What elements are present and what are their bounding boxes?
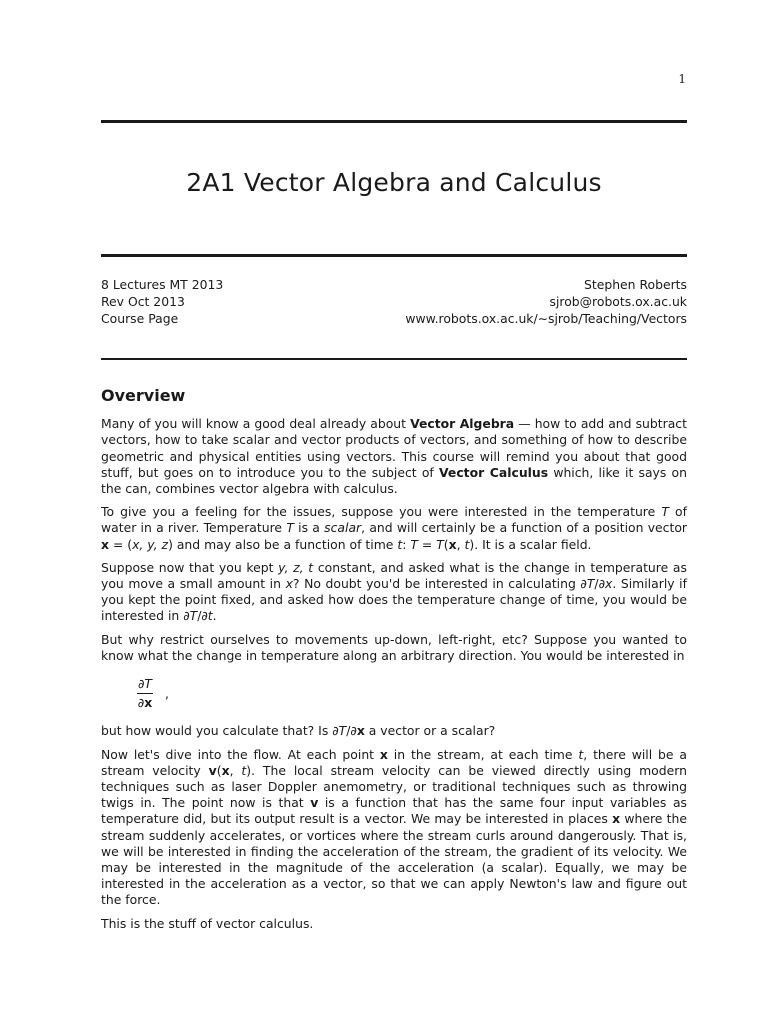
fraction xyxy=(137,676,153,711)
math: y, z, t xyxy=(278,559,314,575)
text: , and will certainly be a function of a position vector xyxy=(361,520,688,536)
text: . Similarly if you kept the point fixed, and asked how does the temperature change of time, you would be interested in ∂ xyxy=(101,576,687,624)
text: , xyxy=(456,536,465,552)
title-rule-top xyxy=(101,120,687,123)
math-vector: x xyxy=(144,695,153,711)
math: T xyxy=(286,520,294,536)
term-vector-calculus: Vector Calculus xyxy=(439,464,549,480)
text: constant, and asked what is the change in temperature as you move a small amount in xyxy=(101,559,687,592)
text: is a function that has the same four input variables as temperature did, but its output result is a vector. We may be interested in places xyxy=(101,795,687,827)
paragraph-6 xyxy=(101,747,687,909)
math: t xyxy=(207,608,213,624)
text: . xyxy=(212,608,217,624)
math: T xyxy=(586,576,595,592)
paragraph-5 xyxy=(101,723,687,739)
math-vector: v xyxy=(208,762,217,778)
author-info xyxy=(405,276,687,327)
math-vector: x xyxy=(101,536,109,552)
text: ? No doubt you'd be interested in calculating ∂ xyxy=(292,576,587,592)
text: /∂ xyxy=(346,723,357,739)
text: ). It is a scalar field. xyxy=(469,536,592,552)
math-vector: x xyxy=(448,536,457,552)
revision-date: Rev Oct 2013 xyxy=(101,294,185,309)
equation-comma: , xyxy=(165,685,169,701)
text: , there will be a stream velocity xyxy=(101,746,688,778)
text: : xyxy=(402,536,411,552)
text: a vector or a scalar? xyxy=(364,723,496,739)
fraction-numerator xyxy=(137,676,153,694)
math-vector: v xyxy=(310,795,319,811)
math: x xyxy=(285,576,293,592)
text: /∂ xyxy=(594,576,605,592)
math: T xyxy=(189,608,198,624)
text: = xyxy=(417,536,437,552)
math-vector: x xyxy=(356,723,365,739)
text: of water in a river. Temperature xyxy=(101,504,687,536)
math: x xyxy=(605,576,613,592)
math: T xyxy=(144,676,152,692)
text: This is the stuff of vector calculus. xyxy=(101,915,314,931)
text: ( xyxy=(216,762,222,778)
text: /∂ xyxy=(197,608,208,624)
math: x, y, z xyxy=(132,536,169,552)
math-vector: x xyxy=(612,811,621,827)
paragraph-4 xyxy=(101,632,687,664)
math: T xyxy=(338,723,347,739)
text: which, like it says on the can, combines vector algebra with calculus. xyxy=(101,464,687,497)
text: ). The local stream velocity can be viewed directly using modern techniques such as laser Doppler anemometry, or traditional techniques such as throwing twigs in. The point now is that xyxy=(101,762,687,811)
title-rule-bottom xyxy=(101,254,687,257)
text: — how to add and subtract vectors, how to take scalar and vector products of vectors, and something of how to describe geometric and physical entities using vectors. This course will remind you about that good stuff, but goes on to introduce you to the subject of xyxy=(101,416,687,480)
section-heading: Overview xyxy=(101,386,186,405)
math: t xyxy=(397,536,403,552)
math: T xyxy=(436,536,444,552)
text: To give you a feeling for the issues, suppose you were interested in the temperature xyxy=(101,504,662,520)
text: But why restrict ourselves to movements up-down, left-right, etc? Suppose you wanted to know what the change in temperature along an arbitrary direction. You would be interested in xyxy=(101,631,687,663)
math: T xyxy=(410,536,418,552)
text: Now let's dive into the flow. At each point xyxy=(101,746,380,762)
math: t xyxy=(241,762,247,778)
text: , xyxy=(229,762,242,778)
text: ) and may also be a function of time xyxy=(168,536,398,552)
lecture-count: 8 Lectures MT 2013 xyxy=(101,277,224,292)
emphasis: scalar xyxy=(324,520,362,536)
term-vector-algebra: Vector Algebra xyxy=(410,416,515,432)
course-page-label: Course Page xyxy=(101,311,179,326)
meta-rule xyxy=(101,358,687,360)
equation-dT-dx xyxy=(137,676,687,711)
document-title: 2A1 Vector Algebra and Calculus xyxy=(186,168,602,197)
math: t xyxy=(464,536,470,552)
math-vector: x xyxy=(221,762,230,778)
text: = ( xyxy=(109,536,133,552)
math: T xyxy=(661,504,669,520)
paragraph-7 xyxy=(101,916,687,932)
text: is a xyxy=(293,520,325,536)
text: Suppose now that you kept xyxy=(101,559,279,575)
paragraph-2 xyxy=(101,504,687,553)
fraction-denominator xyxy=(138,694,152,711)
author-email: sjrob@robots.ox.ac.uk xyxy=(549,294,687,309)
text: Many of you will know a good deal already about xyxy=(101,416,411,432)
author-name: Stephen Roberts xyxy=(583,277,687,292)
text: ( xyxy=(443,536,449,552)
text: where the stream suddenly accelerates, or vortices where the stream curls around dangerously. That is, we will be interested in finding the acceleration of the stream, the gradient of its velocity. We may be interested in the magnitude of the acceleration (a scalar). Equally, we may be interested in the acceleration as a vector, so that we can apply Newton's law and figure out the force. xyxy=(101,811,687,908)
page-number: 1 xyxy=(678,72,686,86)
math-vector: x xyxy=(379,746,388,762)
text: in the stream, at each time xyxy=(387,746,579,762)
overview-section xyxy=(101,388,687,932)
math: t xyxy=(578,746,584,762)
paragraph-3 xyxy=(101,560,687,625)
course-url: www.robots.ox.ac.uk/∼sjrob/Teaching/Vectors xyxy=(405,311,687,326)
partial-symbol: ∂ xyxy=(138,676,145,692)
paragraph-1 xyxy=(101,416,687,497)
text: but how would you calculate that? Is ∂ xyxy=(101,723,339,739)
partial-symbol: ∂ xyxy=(137,695,145,711)
course-info xyxy=(101,276,223,327)
